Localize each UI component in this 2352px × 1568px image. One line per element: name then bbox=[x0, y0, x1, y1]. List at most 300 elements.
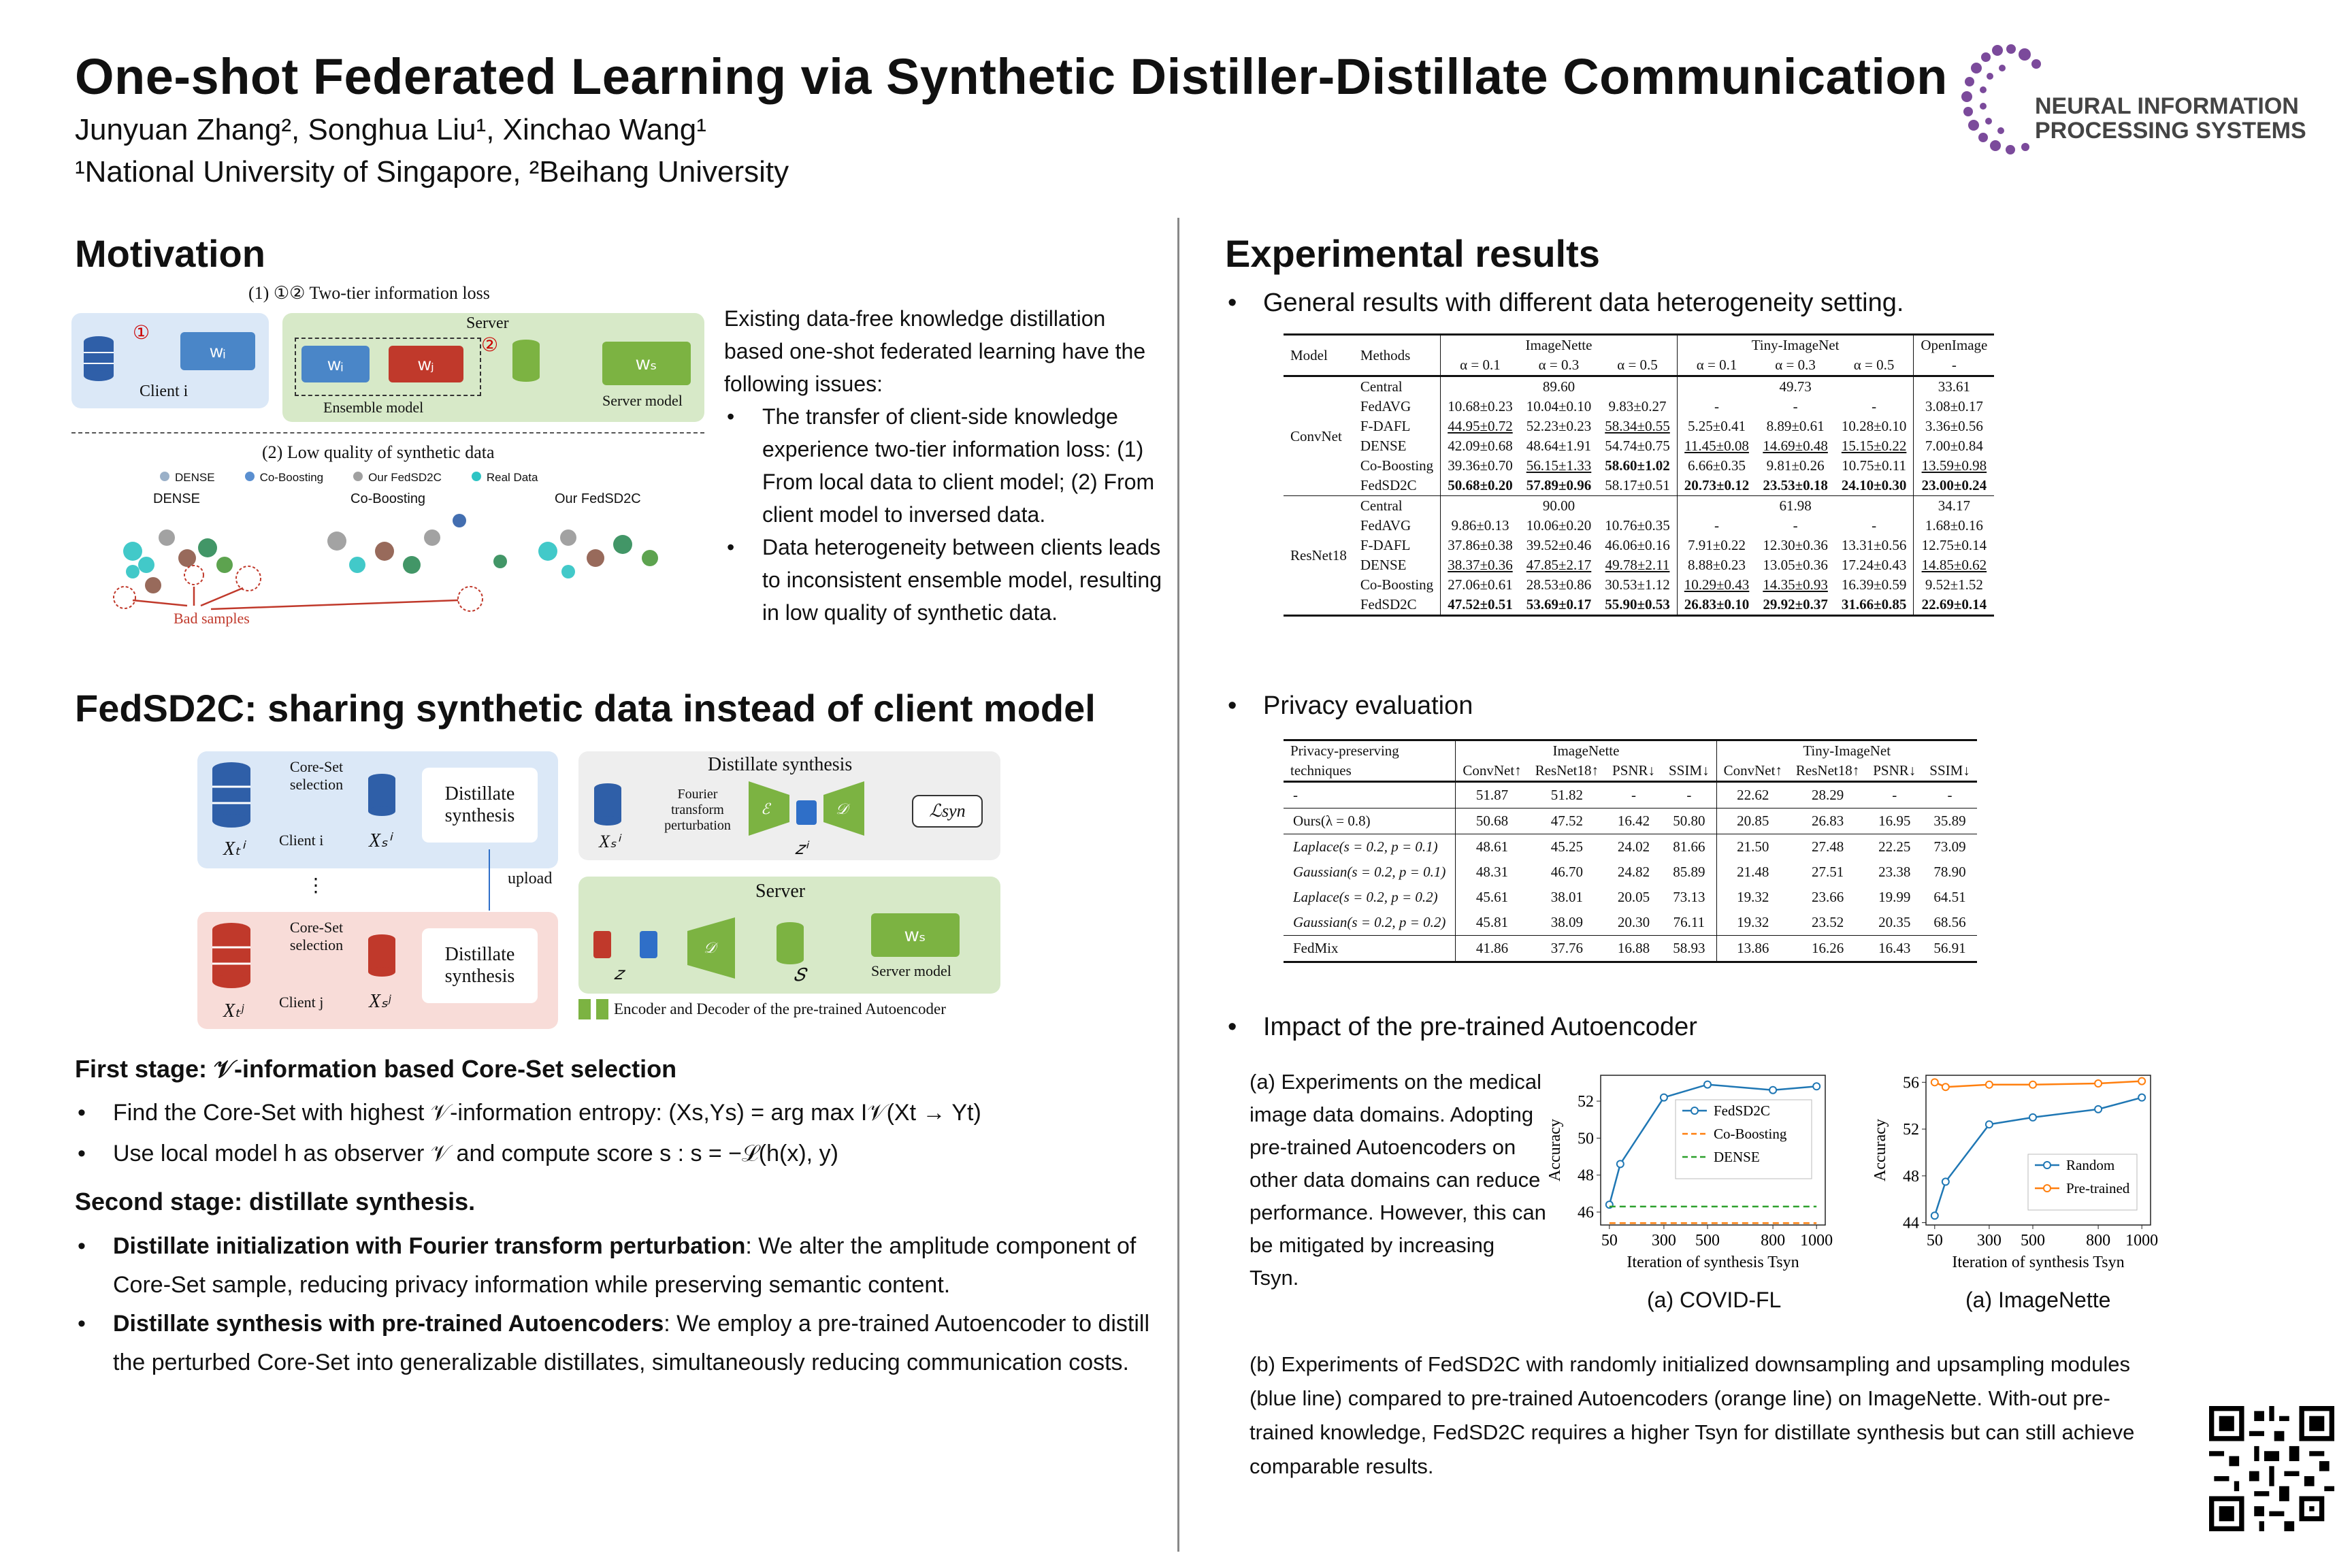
value-cell: 16.26 bbox=[1811, 940, 1844, 956]
table-row bbox=[1284, 436, 1994, 456]
neurips-logo bbox=[1960, 41, 2314, 170]
value-cell bbox=[1598, 496, 1677, 517]
value-cell: 19.99 bbox=[1878, 889, 1911, 905]
value-cell: 55.90±0.53 bbox=[1598, 595, 1677, 616]
value-cell: 46.70 bbox=[1550, 864, 1583, 880]
value-cell: - bbox=[1793, 398, 1798, 414]
data-point bbox=[1942, 1178, 1949, 1185]
data-point bbox=[1931, 1212, 1938, 1219]
table-row bbox=[1284, 376, 1994, 397]
value-cell: 9.83±0.27 bbox=[1598, 397, 1677, 416]
results-table bbox=[1284, 333, 1994, 617]
value-cell: 7.00±0.84 bbox=[1925, 438, 1983, 454]
y-tick-label: 46 bbox=[1578, 1203, 1594, 1222]
ensemble-wi: wᵢ bbox=[301, 346, 370, 382]
x-tick-label: 300 bbox=[1976, 1232, 2002, 1250]
results-table-wrap bbox=[1284, 333, 1994, 617]
client-j-label: Client j bbox=[279, 994, 324, 1011]
y-axis-label: Accuracy bbox=[1546, 1119, 1564, 1181]
value-cell: 10.29±0.43 bbox=[1684, 576, 1750, 593]
value-cell: 13.59±0.98 bbox=[1921, 457, 1987, 474]
client-i-label: Client i bbox=[279, 832, 324, 849]
y-tick-label: 52 bbox=[1903, 1121, 1919, 1139]
value-cell: 20.73±0.12 bbox=[1684, 477, 1750, 493]
value-cell: 16.42 bbox=[1617, 813, 1650, 829]
value-cell: 23.52 bbox=[1811, 914, 1844, 930]
scatter-legend bbox=[160, 471, 538, 485]
affiliations: ¹National University of Singapore, ²Beihang University bbox=[75, 155, 789, 189]
x-tick-label: 1000 bbox=[1800, 1232, 1833, 1250]
value-cell: 50.80 bbox=[1662, 808, 1716, 834]
synthesis-coreset-icon bbox=[591, 781, 625, 829]
value-cell: 58.17±0.51 bbox=[1598, 476, 1677, 496]
value-cell: 9.52±1.52 bbox=[1925, 576, 1983, 593]
value-cell: 38.09 bbox=[1550, 914, 1583, 930]
synthetic-data-icon bbox=[507, 338, 545, 389]
method-cell: FedAVG bbox=[1354, 516, 1441, 536]
value-cell: 17.24±0.43 bbox=[1835, 555, 1914, 575]
legend-marker bbox=[2044, 1162, 2051, 1169]
value-cell: 22.69±0.14 bbox=[1921, 596, 1987, 612]
data-point bbox=[2138, 1078, 2145, 1085]
value-cell: 29.92±0.37 bbox=[1763, 596, 1828, 612]
motivation-text bbox=[724, 302, 1166, 629]
latent-i bbox=[640, 931, 657, 958]
coreset-label-j: Core-Set selection bbox=[289, 919, 344, 953]
x-tick-label: 500 bbox=[2020, 1232, 2045, 1250]
value-cell: 13.05±0.36 bbox=[1763, 557, 1828, 573]
z-i: 𝑧ⁱ bbox=[795, 838, 808, 858]
z-label: 𝑧 bbox=[614, 964, 623, 983]
value-cell: 38.01 bbox=[1550, 889, 1583, 905]
xt-i: Xₜⁱ bbox=[223, 838, 244, 860]
legend-dense: DENSE bbox=[160, 471, 215, 485]
value-cell: 57.89±0.96 bbox=[1526, 477, 1592, 493]
data-point bbox=[1986, 1081, 1993, 1088]
x-tick-label: 300 bbox=[1651, 1232, 1676, 1250]
fig-title-2: (2) Low quality of synthetic data bbox=[262, 442, 495, 462]
value-cell: 20.85 bbox=[1737, 813, 1769, 829]
legend-marker bbox=[1691, 1107, 1698, 1114]
value-cell: 37.76 bbox=[1550, 940, 1583, 956]
technique-cell: Ours(λ = 0.8) bbox=[1293, 813, 1371, 829]
y-tick-label: 56 bbox=[1903, 1074, 1919, 1092]
upload-label: upload bbox=[508, 870, 553, 887]
th2-ppt: Privacy-preserving bbox=[1290, 742, 1399, 759]
value-cell: 46.06±0.16 bbox=[1598, 536, 1677, 555]
method-heading: FedSD2C: sharing synthetic data instead of client model bbox=[75, 687, 1096, 730]
data-point bbox=[2095, 1080, 2102, 1087]
th2-col: SSIM↓ bbox=[1662, 761, 1716, 782]
stage1-bullet: • Use local model h as observer 𝒱 and compute score s : s = −ℒ(h(x), y) bbox=[75, 1133, 1164, 1174]
method-cell: F-DAFL bbox=[1354, 536, 1441, 555]
method-cell: FedAVG bbox=[1354, 397, 1441, 416]
imagenette-chart bbox=[1865, 1062, 2164, 1293]
value-cell: 23.66 bbox=[1811, 889, 1844, 905]
autoencoder-diagram bbox=[749, 768, 864, 843]
value-cell: - bbox=[1947, 787, 1953, 803]
value-cell: 23.00±0.24 bbox=[1921, 477, 1987, 493]
y-tick-label: 48 bbox=[1903, 1167, 1919, 1186]
value-cell: 10.06±0.20 bbox=[1526, 517, 1592, 534]
th-alpha: α = 0.3 bbox=[1775, 357, 1816, 373]
data-point bbox=[1661, 1094, 1667, 1101]
data-point bbox=[1769, 1087, 1776, 1094]
value-cell: 16.43 bbox=[1878, 940, 1911, 956]
value-cell bbox=[1835, 496, 1914, 517]
value-cell: 10.28±0.10 bbox=[1835, 416, 1914, 436]
data-point bbox=[1704, 1081, 1711, 1088]
value-cell bbox=[1835, 376, 1914, 397]
synthesis-title: Distillate synthesis bbox=[708, 754, 853, 775]
value-cell: 50.68 bbox=[1456, 808, 1529, 834]
method-cell: Central bbox=[1354, 376, 1441, 397]
value-cell: 3.36±0.56 bbox=[1925, 418, 1983, 434]
server-label: Server bbox=[466, 314, 509, 332]
authors: Junyuan Zhang², Songhua Liu¹, Xinchao Wang¹ bbox=[75, 113, 706, 146]
covid-fl-chart bbox=[1539, 1062, 1852, 1293]
privacy-table-wrap bbox=[1284, 739, 1977, 963]
x-tick-label: 800 bbox=[2086, 1232, 2111, 1250]
ensemble-label: Ensemble model bbox=[323, 399, 424, 416]
client-j-data-icon bbox=[210, 921, 253, 992]
value-cell: 38.37±0.36 bbox=[1448, 557, 1513, 573]
th2-col: ResNet18↑ bbox=[1535, 762, 1599, 779]
method-server-weights: wₛ bbox=[871, 913, 960, 957]
stage2-bullets bbox=[75, 1227, 1150, 1382]
y-tick-label: 52 bbox=[1578, 1093, 1594, 1111]
value-cell: 35.89 bbox=[1933, 813, 1966, 829]
motivation-bullet: • Data heterogeneity between clients leads to inconsistent ensemble model, resulting in low quality of synthetic data. bbox=[724, 531, 1166, 629]
svg-text:𝒟: 𝒟 bbox=[836, 800, 848, 817]
tsne-scatter-panels bbox=[92, 510, 704, 626]
th-alpha: α = 0.5 bbox=[1598, 355, 1677, 376]
value-cell: 42.09±0.68 bbox=[1448, 438, 1513, 454]
legend-label: DENSE bbox=[1714, 1149, 1760, 1165]
value-cell bbox=[1441, 376, 1520, 397]
value-cell: 39.36±0.70 bbox=[1448, 457, 1513, 474]
table-row bbox=[1284, 397, 1994, 416]
value-cell: 11.45±0.08 bbox=[1684, 438, 1749, 454]
xt-j: Xₜʲ bbox=[223, 1000, 244, 1022]
value-cell: 47.85±2.17 bbox=[1526, 557, 1592, 573]
method-cell: DENSE bbox=[1354, 436, 1441, 456]
legend-label: Pre-trained bbox=[2066, 1180, 2130, 1196]
table-row bbox=[1284, 496, 1994, 517]
client-i-label: Client i bbox=[140, 382, 189, 400]
value-cell: 89.60 bbox=[1542, 378, 1575, 395]
exp-bullet-2: • Privacy evaluation bbox=[1225, 691, 1473, 721]
th-tiny: Tiny-ImageNet bbox=[1677, 335, 1914, 356]
value-cell: 23.53±0.18 bbox=[1763, 477, 1828, 493]
y-axis-label: Accuracy bbox=[1872, 1119, 1889, 1181]
table-row bbox=[1284, 575, 1994, 595]
value-cell: 47.52 bbox=[1550, 813, 1583, 829]
value-cell: - bbox=[1631, 787, 1637, 803]
y-tick-label: 44 bbox=[1903, 1214, 1919, 1232]
value-cell bbox=[1441, 496, 1520, 517]
value-cell: 9.81±0.26 bbox=[1766, 457, 1825, 474]
table-row bbox=[1284, 555, 1994, 575]
value-cell: 61.98 bbox=[1779, 497, 1812, 514]
table-row bbox=[1284, 808, 1977, 834]
motivation-figure bbox=[65, 279, 718, 660]
value-cell: - bbox=[1793, 517, 1798, 534]
technique-cell: - bbox=[1293, 787, 1298, 803]
ae-text-a: (a) Experiments on the medical image data domains. Adopting pre-trained Autoencoders on other data domains can reduce performance. However, this can be mitigated by increasing Tsyn. bbox=[1250, 1070, 1546, 1290]
method-figure bbox=[197, 747, 1041, 1033]
loss-box: ℒsyn bbox=[912, 795, 983, 828]
stage2-bullet: • Distillate synthesis with pre-trained Autoencoders: We employ a pre-trained Autoencoder to distill the perturbed Core-Set into generalizable distillates, simultaneously reducing communication costs. bbox=[75, 1305, 1150, 1382]
ae-text-b: (b) Experiments of FedSD2C with randomly initialized downsampling and upsampling modules (blue line) compared to pre-trained Autoencoders (orange line) on ImageNette. With-out pre-trained knowledge, FedSD2C requires a higher Tsyn for distillate synthesis but can still achieve comparable results. bbox=[1250, 1352, 2135, 1478]
value-cell: 20.30 bbox=[1617, 914, 1650, 930]
value-cell: 20.35 bbox=[1878, 914, 1911, 930]
value-cell: 5.25±0.41 bbox=[1688, 418, 1746, 434]
value-cell bbox=[1677, 376, 1756, 397]
value-cell: 54.74±0.75 bbox=[1598, 436, 1677, 456]
value-cell bbox=[1598, 376, 1677, 397]
bad-samples-label: Bad samples bbox=[174, 610, 250, 627]
technique-cell: Gaussian(s = 0.2, p = 0.2) bbox=[1293, 914, 1446, 930]
value-cell: 14.35±0.93 bbox=[1763, 576, 1828, 593]
value-cell: 49.73 bbox=[1779, 378, 1812, 395]
value-cell: 53.69±0.17 bbox=[1526, 596, 1592, 612]
y-tick-label: 50 bbox=[1578, 1130, 1594, 1148]
value-cell bbox=[1677, 496, 1756, 517]
legend-coboosting: Co-Boosting bbox=[245, 471, 324, 485]
stage1-bullet: • Find the Core-Set with highest 𝒱-information entropy: (Xs,Ys) = arg max I𝒱(Xt → Yt) bbox=[75, 1092, 1164, 1133]
value-cell: 52.23±0.23 bbox=[1526, 418, 1592, 434]
fourier-label: Fourier transform perturbation bbox=[664, 787, 731, 833]
value-cell: 81.66 bbox=[1662, 834, 1716, 860]
ellipsis: ⋮ bbox=[306, 875, 325, 896]
value-cell: 16.95 bbox=[1878, 813, 1911, 829]
server-decoder bbox=[687, 917, 735, 979]
panel-title-fedsd2c: Our FedSD2C bbox=[555, 491, 641, 506]
data-point bbox=[2029, 1114, 2036, 1121]
value-cell: 19.32 bbox=[1737, 889, 1769, 905]
th-openimage: OpenImage bbox=[1921, 337, 1988, 353]
value-cell: 23.38 bbox=[1878, 864, 1911, 880]
value-cell: 10.04±0.10 bbox=[1526, 398, 1592, 414]
value-cell: 13.31±0.56 bbox=[1835, 536, 1914, 555]
value-cell: 10.76±0.35 bbox=[1598, 516, 1677, 536]
ensemble-wj: wⱼ bbox=[389, 346, 463, 382]
th-alpha: - bbox=[1951, 357, 1957, 373]
technique-cell: Gaussian(s = 0.2, p = 0.1) bbox=[1293, 864, 1446, 880]
method-cell: Co-Boosting bbox=[1354, 456, 1441, 476]
motivation-bullet: • The transfer of client-side knowledge experience two-tier information loss: (1) From local data to client model; (2) From client model to inversed data. bbox=[724, 400, 1166, 531]
value-cell: 7.91±0.22 bbox=[1688, 537, 1746, 553]
server-data-icon bbox=[773, 920, 807, 968]
series-line bbox=[1935, 1081, 2142, 1088]
ae-legend-text: Encoder and Decoder of the pre-trained Autoencoder bbox=[614, 1000, 946, 1017]
th2-tiny: Tiny-ImageNet bbox=[1803, 742, 1891, 759]
value-cell: 41.86 bbox=[1456, 936, 1529, 962]
data-point bbox=[2138, 1094, 2145, 1101]
x-tick-label: 1000 bbox=[2125, 1232, 2159, 1250]
coreset-label-i: Core-Set selection bbox=[289, 758, 344, 793]
value-cell: 19.32 bbox=[1737, 914, 1769, 930]
value-cell: 27.06±0.61 bbox=[1448, 576, 1513, 593]
motivation-intro: Existing data-free knowledge distillation based one-shot federated learning have the following issues: bbox=[724, 306, 1146, 396]
th2-col: SSIM↓ bbox=[1929, 762, 1970, 779]
value-cell: 56.91 bbox=[1933, 940, 1966, 956]
value-cell: 45.81 bbox=[1456, 910, 1529, 936]
data-point bbox=[1617, 1160, 1624, 1167]
value-cell: 47.52±0.51 bbox=[1448, 596, 1513, 612]
value-cell: 31.66±0.85 bbox=[1835, 595, 1914, 616]
value-cell: 30.53±1.12 bbox=[1598, 575, 1677, 595]
method-server-model-label: Server model bbox=[871, 962, 951, 979]
value-cell: 73.13 bbox=[1662, 885, 1716, 910]
value-cell: 44.95±0.72 bbox=[1448, 418, 1513, 434]
table-row bbox=[1284, 456, 1994, 476]
value-cell: 58.60±1.02 bbox=[1598, 456, 1677, 476]
value-cell: 16.88 bbox=[1617, 940, 1650, 956]
legend-label: Random bbox=[2066, 1157, 2115, 1173]
model-cell: ResNet18 bbox=[1290, 546, 1347, 564]
value-cell: 10.75±0.11 bbox=[1835, 456, 1914, 476]
value-cell: 85.89 bbox=[1662, 860, 1716, 885]
value-cell: 28.29 bbox=[1811, 787, 1844, 803]
fig-separator bbox=[71, 432, 704, 434]
value-cell: 10.68±0.23 bbox=[1448, 398, 1513, 414]
value-cell: 15.15±0.22 bbox=[1835, 436, 1914, 456]
th-alpha: α = 0.1 bbox=[1460, 357, 1501, 373]
value-cell: 90.00 bbox=[1542, 497, 1575, 514]
x-tick-label: 50 bbox=[1601, 1232, 1618, 1250]
client-weights-box: wᵢ bbox=[180, 332, 255, 370]
value-cell: 8.88±0.23 bbox=[1688, 557, 1746, 573]
th-alpha: α = 0.5 bbox=[1835, 355, 1914, 376]
technique-cell: FedMix bbox=[1293, 940, 1339, 956]
encoder-swatch bbox=[578, 999, 591, 1019]
legend-fedsd2c: Our FedSD2C bbox=[353, 471, 442, 485]
motivation-heading: Motivation bbox=[75, 232, 265, 275]
svg-text:𝒟: 𝒟 bbox=[704, 939, 716, 956]
data-point bbox=[1813, 1083, 1820, 1090]
th-alpha: α = 0.1 bbox=[1696, 357, 1737, 373]
loss-marker-1: ① bbox=[133, 322, 150, 343]
th2-col: ResNet18↑ bbox=[1795, 762, 1860, 779]
value-cell: 76.11 bbox=[1662, 910, 1716, 936]
th2-col: ConvNet↑ bbox=[1456, 761, 1529, 782]
value-cell: 24.82 bbox=[1617, 864, 1650, 880]
x-axis-label: Iteration of synthesis Tsyn bbox=[1627, 1254, 1799, 1271]
x-tick-label: 50 bbox=[1926, 1232, 1943, 1250]
value-cell: 39.52±0.46 bbox=[1526, 537, 1592, 553]
value-cell: 48.31 bbox=[1456, 860, 1529, 885]
value-cell: 12.75±0.14 bbox=[1921, 537, 1987, 553]
th2-col: techniques bbox=[1290, 762, 1352, 779]
value-cell: 13.86 bbox=[1737, 940, 1769, 956]
value-cell: 8.89±0.61 bbox=[1766, 418, 1825, 434]
distillate-synthesis-box-j: Distillate synthesis bbox=[422, 928, 538, 1003]
table-row bbox=[1284, 595, 1994, 616]
value-cell: 26.83±0.10 bbox=[1684, 596, 1750, 612]
xs-j: Xₛʲ bbox=[369, 991, 391, 1012]
technique-cell: Laplace(s = 0.2, p = 0.2) bbox=[1293, 889, 1438, 905]
data-point bbox=[2095, 1106, 2102, 1113]
table-row bbox=[1284, 416, 1994, 436]
caption-a1: (a) COVID-FL bbox=[1647, 1288, 1782, 1312]
latent-j bbox=[593, 931, 611, 958]
table-row bbox=[1284, 860, 1977, 885]
value-cell: 26.83 bbox=[1811, 813, 1844, 829]
value-cell: 28.53±0.86 bbox=[1526, 576, 1592, 593]
method-cell: FedSD2C bbox=[1354, 595, 1441, 616]
value-cell: - bbox=[1714, 398, 1720, 414]
method-cell: FedSD2C bbox=[1354, 476, 1441, 496]
value-cell: 14.69±0.48 bbox=[1763, 438, 1828, 454]
method-cell: Central bbox=[1354, 496, 1441, 517]
value-cell: 45.25 bbox=[1550, 838, 1583, 855]
method-text bbox=[75, 1055, 1164, 1382]
upload-arrow bbox=[489, 849, 490, 911]
value-cell: 48.61 bbox=[1456, 834, 1529, 860]
value-cell: 56.15±1.33 bbox=[1526, 457, 1592, 474]
value-cell: 68.56 bbox=[1933, 914, 1966, 930]
value-cell: 45.61 bbox=[1456, 885, 1529, 910]
value-cell: 58.34±0.55 bbox=[1598, 416, 1677, 436]
th2-imagenette: ImageNette bbox=[1456, 740, 1716, 762]
value-cell: 1.68±0.16 bbox=[1925, 517, 1983, 534]
value-cell: - bbox=[1662, 782, 1716, 808]
legend-label: FedSD2C bbox=[1714, 1102, 1770, 1119]
fig-title-1: (1) ①② Two-tier information loss bbox=[248, 283, 490, 303]
value-cell: 78.90 bbox=[1933, 864, 1966, 880]
value-cell: 22.25 bbox=[1878, 838, 1911, 855]
table-row bbox=[1284, 885, 1977, 910]
y-tick-label: 48 bbox=[1578, 1166, 1594, 1185]
xs-i-2: Xₛⁱ bbox=[599, 832, 620, 851]
method-cell: DENSE bbox=[1354, 555, 1441, 575]
experiments-heading: Experimental results bbox=[1225, 232, 1600, 275]
value-cell: 48.64±1.91 bbox=[1526, 438, 1592, 454]
logo-line-2: PROCESSING SYSTEMS bbox=[2035, 118, 2306, 144]
stage1-bullets bbox=[75, 1092, 1164, 1174]
value-cell: 24.10±0.30 bbox=[1835, 476, 1914, 496]
decoder-swatch bbox=[596, 999, 608, 1019]
legend-label: Co-Boosting bbox=[1714, 1126, 1787, 1142]
value-cell: 20.05 bbox=[1617, 889, 1650, 905]
method-cell: F-DAFL bbox=[1354, 416, 1441, 436]
table-row bbox=[1284, 910, 1977, 936]
value-cell: 27.48 bbox=[1811, 838, 1844, 855]
distillate-synthesis-box-i: Distillate synthesis bbox=[422, 768, 538, 843]
th2-col: ConvNet↑ bbox=[1723, 762, 1782, 779]
table-row bbox=[1284, 476, 1994, 496]
xs-i: Xₛⁱ bbox=[369, 830, 391, 851]
legend-real: Real Data bbox=[472, 471, 538, 485]
value-cell: 51.87 bbox=[1456, 782, 1529, 808]
value-cell: 24.02 bbox=[1617, 838, 1650, 855]
model-cell: ConvNet bbox=[1290, 427, 1342, 444]
value-cell: 58.93 bbox=[1662, 936, 1716, 962]
qr-code[interactable] bbox=[2209, 1406, 2334, 1531]
value-cell: 34.17 bbox=[1938, 497, 1970, 514]
client-j-coreset-icon bbox=[365, 932, 399, 980]
table-row bbox=[1284, 536, 1994, 555]
logo-line-1: NEURAL INFORMATION bbox=[2035, 93, 2299, 119]
table-row bbox=[1284, 516, 1994, 536]
value-cell: - bbox=[1892, 787, 1897, 803]
value-cell: 50.68±0.20 bbox=[1448, 477, 1513, 493]
motivation-bullets bbox=[724, 400, 1166, 629]
value-cell: 51.82 bbox=[1550, 787, 1583, 803]
s-label: 𝑆 bbox=[794, 965, 806, 985]
